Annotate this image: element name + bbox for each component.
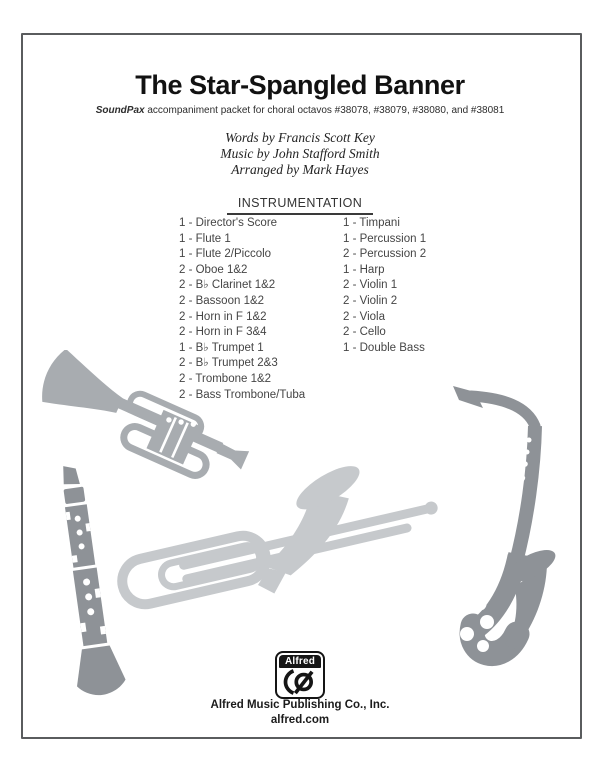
instrument-item: 2 - Violin 1	[343, 279, 398, 292]
credits	[0, 130, 600, 178]
alfred-logo-wordmark: Alfred	[279, 655, 321, 668]
credit-arranger: Arranged by Mark Hayes	[231, 162, 369, 177]
instrument-item: 2 - B♭ Clarinet 1&2	[179, 279, 276, 292]
subtitle	[0, 105, 600, 116]
instrument-item: 1 - Flute 1	[179, 232, 231, 245]
instrument-item: 2 - Viola	[343, 310, 385, 323]
instrument-item: 2 - Oboe 1&2	[179, 263, 248, 276]
instrument-item: 1 - Percussion 1	[343, 232, 427, 245]
credit-words: Words by Francis Scott Key	[225, 130, 375, 145]
alfred-logo	[275, 651, 325, 699]
instrumentation-list-left	[179, 216, 343, 403]
subtitle-text: accompaniment packet for choral octavos #38078, #38079, #38080, and #38081	[144, 105, 505, 116]
instrument-item: 2 - Trombone 1&2	[179, 372, 272, 385]
instrument-item: 2 - Percussion 2	[343, 248, 427, 261]
instrumentation-section	[0, 194, 600, 215]
footer	[0, 651, 600, 699]
instrument-item: 1 - Flute 2/Piccolo	[179, 248, 272, 261]
instrument-item: 2 - Horn in F 3&4	[179, 326, 267, 339]
website-text: alfred.com	[270, 714, 330, 726]
credit-music: Music by John Stafford Smith	[220, 146, 380, 161]
instrument-item: 2 - Bassoon 1&2	[179, 294, 265, 307]
instrument-item: 1 - Double Bass	[343, 341, 425, 354]
instrumentation-list-right	[343, 216, 426, 403]
instrument-item: 1 - Timpani	[343, 217, 400, 229]
instrument-item: 2 - Bass Trombone/Tuba	[179, 388, 306, 401]
instrument-item: 1 - Director's Score	[179, 217, 278, 229]
instrument-item: 2 - B♭ Trumpet 2&3	[179, 357, 278, 370]
instrument-item: 2 - Violin 2	[343, 294, 398, 307]
instrumentation-heading: INSTRUMENTATION	[227, 196, 373, 215]
alfred-logo-mark-icon	[283, 669, 317, 695]
instrumentation-columns	[179, 216, 426, 403]
instrument-item: 2 - Cello	[343, 326, 386, 339]
page-title: The Star-Spangled Banner	[135, 70, 465, 100]
instrument-item: 1 - Harp	[343, 263, 385, 276]
instrument-item: 1 - B♭ Trumpet 1	[179, 341, 264, 354]
instrument-item: 2 - Horn in F 1&2	[179, 310, 267, 323]
soundpax-label: SoundPax	[95, 105, 145, 116]
publisher-name: Alfred Music Publishing Co., Inc.	[210, 699, 390, 711]
